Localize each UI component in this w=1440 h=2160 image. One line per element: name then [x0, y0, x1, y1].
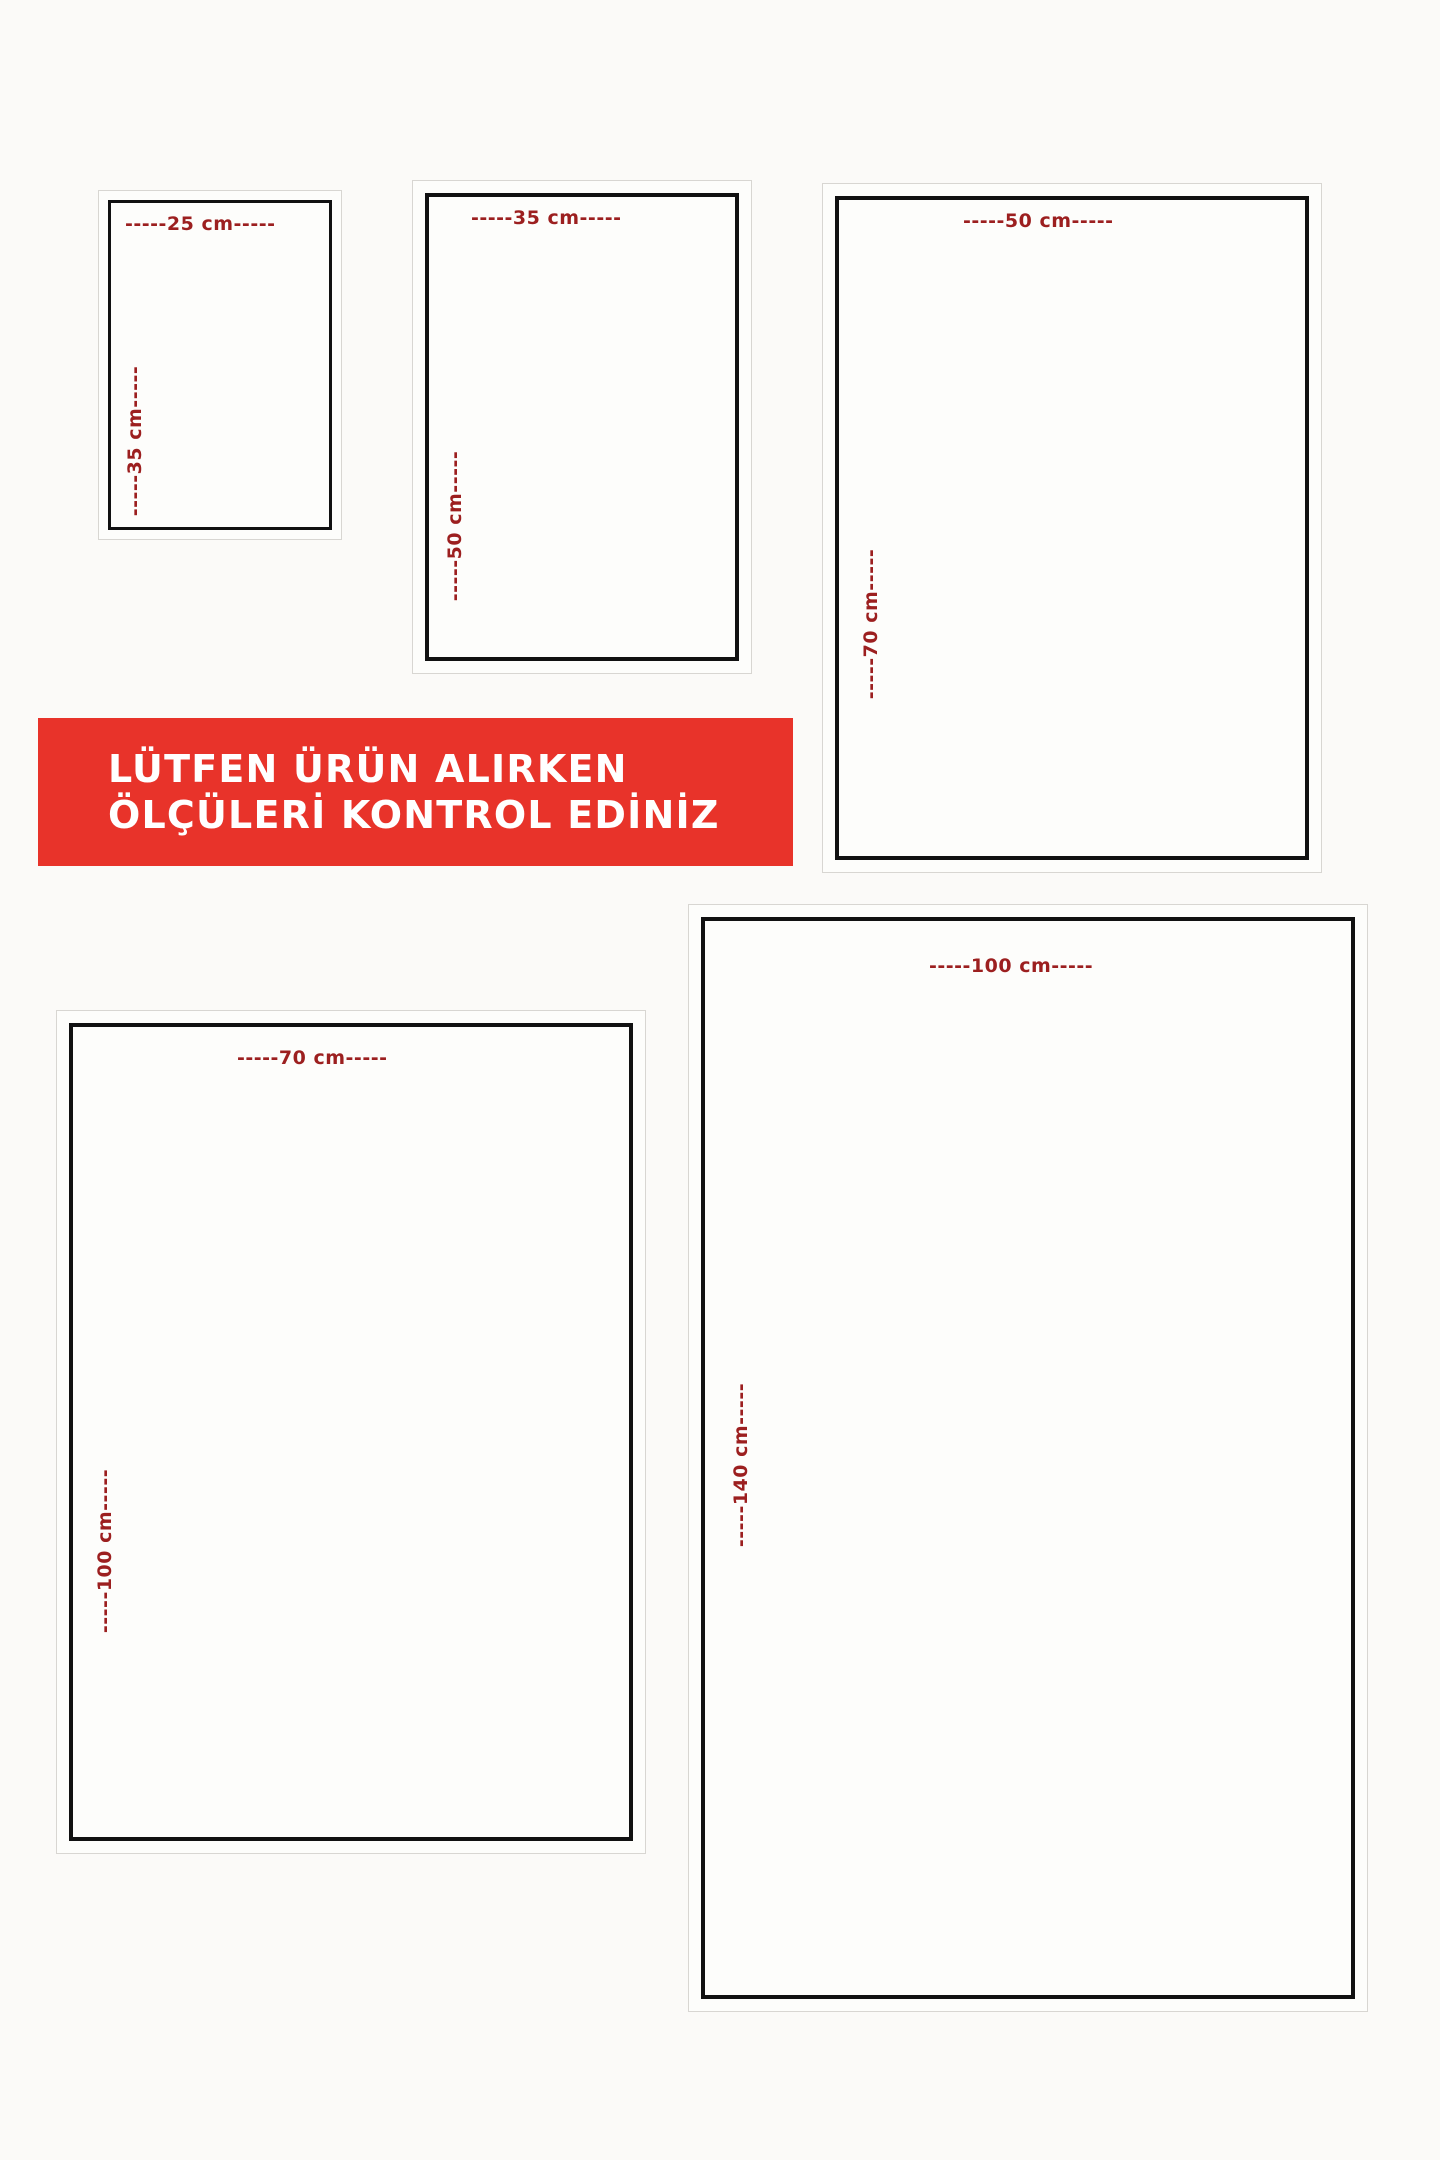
frame-50x70-width-label: -----50 cm----- [963, 210, 1114, 232]
frame-35x50-height-text: -----50 cm----- [444, 450, 466, 602]
warning-banner-line-1: LÜTFEN ÜRÜN ALIRKEN [108, 746, 628, 791]
frame-25x35 [98, 190, 342, 540]
warning-banner-line-2: ÖLÇÜLERİ KONTROL EDİNİZ [108, 793, 720, 837]
frame-35x50-height-label [444, 450, 605, 602]
frame-25x35-width-label: -----25 cm----- [125, 213, 276, 235]
frame-100x140-height-text: -----140 cm----- [730, 1382, 752, 1548]
frame-35x50 [412, 180, 752, 674]
frame-35x50-inner-border [425, 193, 739, 661]
frame-100x140-inner-border [701, 917, 1355, 1999]
frame-50x70-inner-border [835, 196, 1309, 860]
frame-50x70-height-label [860, 548, 1021, 700]
frame-25x35-height-text: -----35 cm----- [124, 365, 146, 517]
frame-50x70 [822, 183, 1322, 873]
frame-70x100-height-label [94, 1468, 269, 1634]
frame-70x100-width-label: -----70 cm----- [237, 1047, 388, 1069]
frame-70x100 [56, 1010, 646, 1854]
frame-70x100-inner-border [69, 1023, 633, 1841]
frame-35x50-width-label: -----35 cm----- [471, 207, 622, 229]
frame-70x100-height-text: -----100 cm----- [94, 1468, 116, 1634]
frame-100x140-width-label: -----100 cm----- [929, 955, 1094, 977]
warning-banner [38, 718, 793, 866]
frame-100x140 [688, 904, 1368, 2012]
frame-100x140-height-label [730, 1382, 905, 1548]
frame-25x35-height-label [124, 365, 285, 517]
frame-50x70-height-text: -----70 cm----- [860, 548, 882, 700]
